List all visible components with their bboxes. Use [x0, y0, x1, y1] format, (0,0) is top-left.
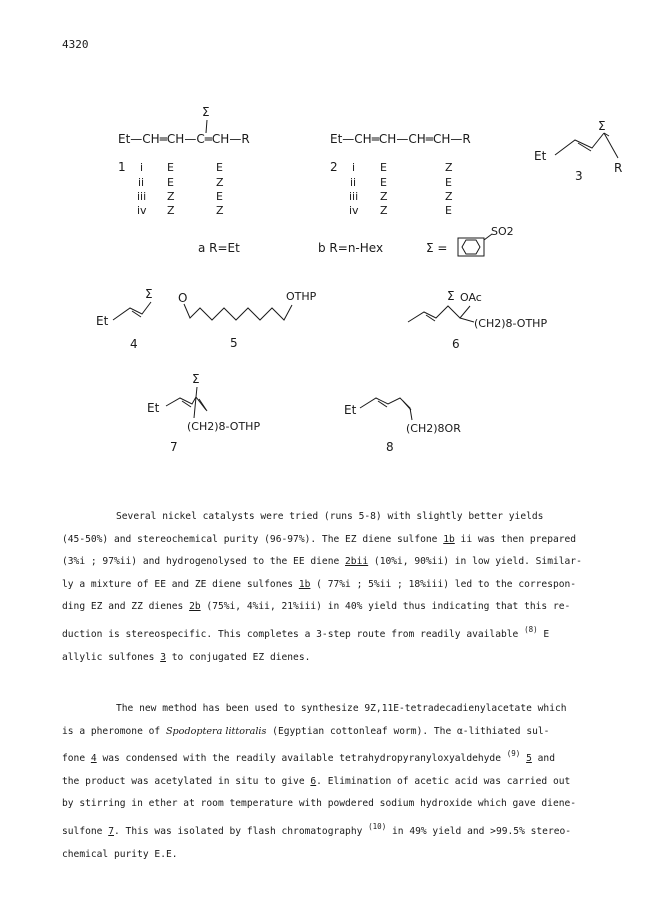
text-segment: (75%i, 4%ii, 21%iii) in 40% yield thus indicating that this re-: [200, 601, 571, 613]
citation-8: (8): [524, 624, 538, 634]
definition-a: a R=Et: [198, 241, 240, 255]
compound-2-row-iii: iii: [349, 190, 359, 203]
compound-8: [344, 398, 461, 454]
text-segment: chemical purity E.E.: [62, 848, 178, 860]
compound-ref-1b: 1b: [443, 533, 455, 545]
text-segment: . This was isolated by flash chromatography: [114, 825, 369, 837]
compound-7-chain: (CH2)8-OTHP: [187, 420, 261, 433]
substituent-definitions: [198, 225, 514, 256]
so2-label: SO2: [491, 225, 514, 238]
compound-2-config: E: [380, 176, 387, 189]
compound-1: [118, 105, 250, 217]
compound-6-chain: (CH2)8-OTHP: [474, 317, 548, 330]
text-segment: is a pheromone of: [62, 725, 166, 737]
compound-2: [330, 132, 471, 217]
sigma-substituent-1: Σ: [202, 105, 210, 119]
text-segment: (45-50%) and stereochemical purity (96-97%). The EZ diene sulfone: [62, 533, 444, 545]
compound-1-formula: Et—CH═CH—C═CH—R: [118, 132, 250, 146]
text-segment: E: [537, 628, 550, 640]
compound-3-number: 3: [575, 169, 583, 183]
compound-4-number: 4: [130, 337, 138, 351]
compound-2-formula: Et—CH═CH—CH═CH—R: [330, 132, 471, 146]
text-segment: (Egyptian cottonleaf worm). The α-lithiated sul-: [266, 725, 550, 737]
text-segment: ly a mixture of EE and ZE diene sulfones: [62, 578, 299, 590]
text-segment: was condensed with the readily available tetrahydropyranyloxyaldehyde: [96, 753, 507, 765]
sigma-substituent-6: Σ: [447, 289, 455, 303]
text-segment: allylic sulfones: [62, 651, 161, 663]
sigma-substituent-3: Σ: [598, 119, 606, 133]
sigma-substituent-7: Σ: [192, 372, 200, 386]
compound-1-config: Z: [167, 190, 175, 203]
sigma-definition: Σ =: [426, 241, 448, 255]
compound-1-row-i: i: [140, 161, 144, 174]
compound-3-r: R: [614, 161, 623, 175]
text-line: The new method has been used to synthesize 9Z,11E-tetradecadienylacetate which: [116, 703, 567, 714]
text-segment: to conjugated EZ dienes.: [165, 651, 311, 663]
compound-ref-6: 6: [310, 775, 317, 787]
text-segment: ding EZ and ZZ dienes: [62, 601, 190, 613]
paragraph-nickel-catalysts: [62, 506, 622, 669]
text-segment: (10%i, 90%ii) in low yield. Similar-: [368, 556, 582, 568]
compound-6-oac: OAc: [460, 291, 482, 304]
compound-1-config: Z: [216, 176, 224, 189]
page-number: 4320: [62, 38, 89, 51]
compound-1-number: 1: [118, 160, 126, 174]
compound-3-et: Et: [534, 149, 547, 163]
compound-6: [408, 289, 547, 351]
text-segment: ii was then prepared: [454, 533, 577, 545]
compound-ref-5: 5: [526, 753, 532, 765]
text-segment: fone: [62, 753, 91, 765]
compound-7-number: 7: [170, 440, 178, 454]
compound-ref-2bii: 2bii: [345, 556, 369, 568]
text-segment: the product was acetylated in situ to give: [62, 775, 311, 787]
compound-8-number: 8: [386, 440, 394, 454]
text-segment: by stirring in ether at room temperature with powdered sodium hydroxide which gave diene-: [62, 798, 577, 810]
compound-1-row-iv: iv: [137, 204, 147, 217]
compound-2-row-i: i: [352, 161, 356, 174]
compound-2-config: E: [380, 161, 387, 174]
compound-5-othp: OTHP: [286, 290, 317, 303]
compound-ref-3: 3: [160, 651, 166, 663]
compound-8-et: Et: [344, 403, 357, 417]
compound-1-config: Z: [167, 204, 175, 217]
compound-1-config: E: [216, 161, 223, 174]
compound-ref-1b: 1b: [298, 578, 311, 590]
compound-5: [178, 290, 317, 350]
compound-ref-7: 7: [108, 825, 114, 837]
compound-6-number: 6: [452, 337, 460, 351]
compound-4-et: Et: [96, 314, 109, 328]
compound-1-row-ii: ii: [138, 176, 145, 189]
text-line: Several nickel catalysts were tried (runs 5-8) with slightly better yields: [116, 511, 544, 522]
text-segment: and: [531, 753, 555, 765]
compound-2-config: Z: [380, 190, 388, 203]
paragraph-new-method: [62, 698, 622, 866]
compound-2-config: Z: [445, 161, 453, 174]
compound-5-oxygen: O: [178, 291, 188, 305]
compound-2-config: Z: [445, 190, 453, 203]
text-segment: ( 77%i ; 5%ii ; 18%iii) led to the correspon-: [310, 578, 577, 590]
compound-3: [534, 119, 622, 183]
compound-8-chain: (CH2)8OR: [406, 422, 461, 435]
compound-1-config: Z: [216, 204, 224, 217]
compound-7: [147, 372, 260, 454]
text-segment: duction is stereospecific. This completes a 3-step route from readily available: [62, 628, 525, 640]
compound-1-config: E: [216, 190, 223, 203]
compound-2-config: Z: [380, 204, 388, 217]
species-name: Spodoptera littoralis: [165, 725, 267, 737]
compound-2-config: E: [445, 176, 452, 189]
compound-1-row-iii: iii: [137, 190, 147, 203]
citation-9: (9): [506, 749, 521, 759]
compound-ref-2b: 2b: [189, 601, 201, 613]
compound-1-config: E: [167, 176, 174, 189]
compound-5-number: 5: [230, 336, 238, 350]
text-segment: . Elimination of acetic acid was carried out: [316, 775, 571, 787]
compound-2-row-iv: iv: [349, 204, 359, 217]
citation-10: (10): [368, 821, 387, 831]
text-segment: in 49% yield and >99.5% stereo-: [386, 825, 572, 837]
compound-ref-4: 4: [90, 753, 97, 765]
text-segment: sulfone: [62, 825, 109, 837]
definition-b: b R=n-Hex: [318, 241, 384, 255]
compound-4: [96, 287, 153, 351]
compound-1-config: E: [167, 161, 174, 174]
sigma-substituent-4: Σ: [145, 287, 153, 301]
compound-2-row-ii: ii: [350, 176, 357, 189]
compound-2-config: E: [445, 204, 452, 217]
compound-7-et: Et: [147, 401, 160, 415]
text-segment: (3%i ; 97%ii) and hydrogenolysed to the EE diene: [62, 556, 346, 568]
compound-2-number: 2: [330, 160, 338, 174]
